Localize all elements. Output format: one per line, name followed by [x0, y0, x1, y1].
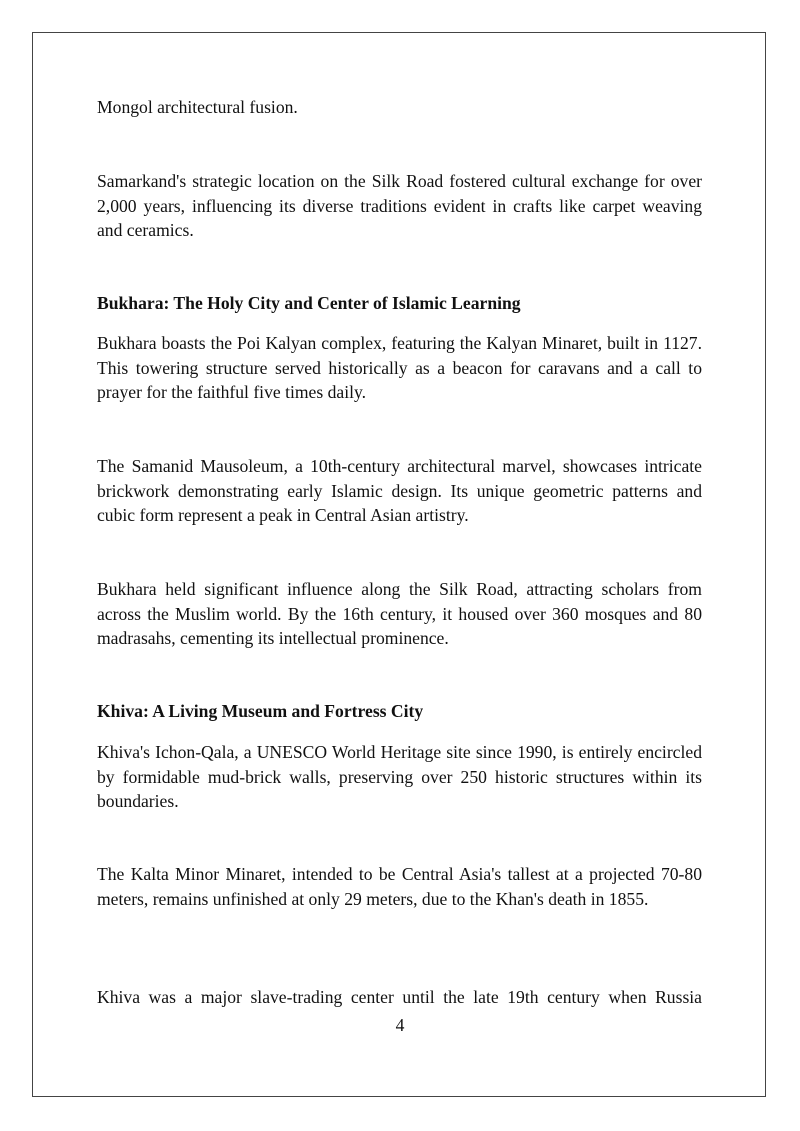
heading-khiva: Khiva: A Living Museum and Fortress City: [97, 701, 424, 721]
paragraph-khiva-slave-trade: Khiva was a major slave-trading center until the late 19th century when Russia: [97, 987, 702, 1007]
paragraph-samanid-mausoleum: The Samanid Mausoleum, a 10th-century architectural marvel, showcases intricate brickwork demonstrating early Islamic design. Its unique geometric patterns and cubic form represent a peak in Central Asian artistry.: [97, 456, 702, 526]
page-number: 4: [395, 1015, 405, 1035]
paragraph-bukhara-influence: Bukhara held significant influence along the Silk Road, attracting scholars from across the Muslim world. By the 16th century, it housed over 360 mosques and 80 madrasahs, cementing its intellectual prominence.: [97, 579, 702, 649]
paragraph-samarkand-silk-road: Samarkand's strategic location on the Silk Road fostered cultural exchange for over 2,000 years, influencing its diverse traditions evident in crafts like carpet weaving and ceramics.: [97, 171, 702, 241]
paragraph-kalta-minor: The Kalta Minor Minaret, intended to be Central Asia's tallest at a projected 70-80 meters, remains unfinished at only 29 meters, due to the Khan's death in 1855.: [97, 864, 702, 909]
paragraph-poi-kalyan: Bukhara boasts the Poi Kalyan complex, featuring the Kalyan Minaret, built in 1127. This towering structure served historically as a beacon for caravans and a call to prayer for the faithful five times daily.: [97, 333, 702, 403]
paragraph-mongol-fusion: Mongol architectural fusion.: [97, 97, 298, 117]
heading-bukhara: Bukhara: The Holy City and Center of Islamic Learning: [97, 293, 521, 313]
paragraph-ichon-qala: Khiva's Ichon-Qala, a UNESCO World Heritage site since 1990, is entirely encircled by formidable mud-brick walls, preserving over 250 historic structures within its boundaries.: [97, 742, 702, 812]
